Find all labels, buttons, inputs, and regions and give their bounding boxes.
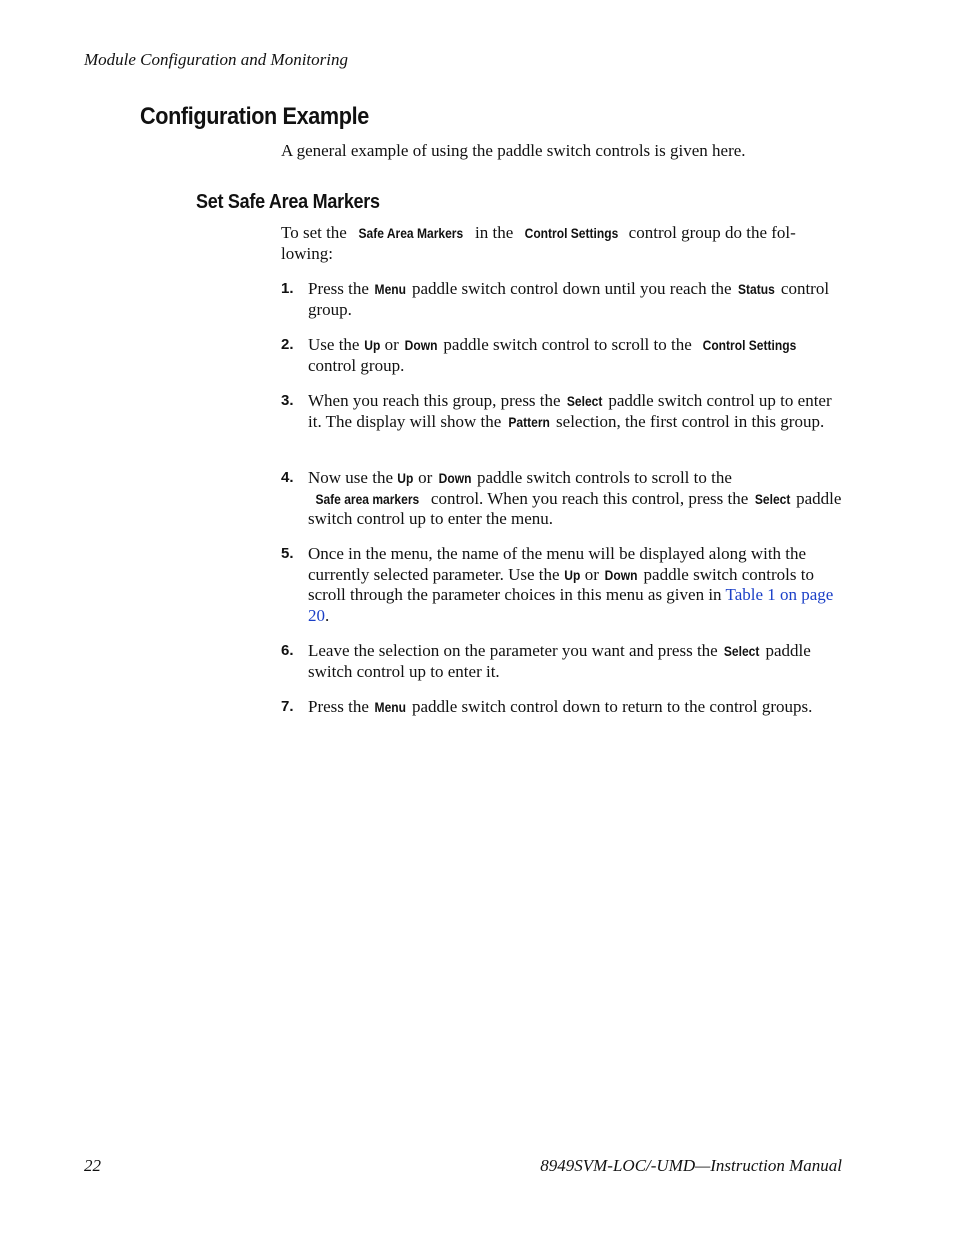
step-7	[281, 697, 843, 718]
step-text	[308, 544, 843, 626]
subsection-lead-paragraph	[281, 223, 841, 264]
subsection-title: Set Safe Area Markers	[196, 191, 380, 213]
step-1	[281, 279, 843, 320]
step-text-run: paddle switch control up to enter it.	[308, 641, 811, 681]
step-text-run: or	[580, 564, 604, 584]
ui-term-select: Select	[723, 643, 760, 659]
step-text-run: paddle switch controls to scroll through the parameter choices in this menu as given in	[308, 564, 814, 604]
ui-term-up: Up	[364, 337, 381, 353]
step-text-run: paddle switch control down to return to the control groups.	[407, 697, 813, 716]
lead-text: in the	[470, 223, 518, 242]
step-text-run: control group.	[308, 355, 405, 375]
step-text-run: paddle switch control to scroll to the	[439, 335, 697, 354]
step-text-run: When you reach this group, press the	[308, 391, 565, 410]
manual-title: 8949SVM-LOC/-UMD—Instruction Manual	[540, 1156, 842, 1175]
step-number: 3.	[281, 392, 294, 409]
ui-term-safe-area-markers: Safe Area Markers	[358, 225, 464, 241]
step-4	[281, 468, 843, 530]
ui-term-select: Select	[566, 393, 603, 409]
ui-term-up: Up	[564, 566, 581, 583]
ui-term-pattern: Pattern	[507, 413, 550, 430]
ui-term-up: Up	[397, 470, 414, 486]
ui-term-menu: Menu	[374, 281, 407, 297]
step-3	[281, 391, 843, 432]
ui-term-down: Down	[604, 566, 638, 583]
step-2	[281, 335, 843, 376]
ui-term-control-settings: Control Settings	[702, 337, 797, 353]
step-text	[308, 697, 843, 718]
step-number: 4.	[281, 469, 294, 486]
ui-term-select: Select	[754, 490, 790, 507]
step-text-run: Use the	[308, 335, 364, 354]
step-text-run: .	[325, 605, 330, 625]
step-number: 6.	[281, 642, 294, 659]
table-1-link[interactable]: Table 1 on page 20	[308, 585, 834, 625]
step-text	[308, 335, 843, 376]
ui-term-safe-area-markers: Safe area markers	[315, 490, 420, 507]
step-text-run: paddle switch controls to scroll to the	[472, 468, 732, 487]
step-text-run: paddle switch control up to enter the menu.	[308, 488, 842, 528]
step-text	[308, 279, 843, 320]
step-text-run: Press the	[308, 279, 374, 298]
step-text-run: Now use the	[308, 468, 398, 487]
step-6	[281, 641, 843, 682]
step-text-run: or	[413, 468, 437, 487]
ui-term-down: Down	[404, 337, 438, 353]
step-text-run: Leave the selection on the parameter you want and press the	[308, 641, 722, 660]
section-title: Configuration Example	[140, 103, 369, 130]
step-number: 5.	[281, 545, 294, 562]
section-intro: A general example of using the paddle switch controls is given here.	[281, 141, 746, 160]
ui-term-status: Status	[737, 281, 775, 297]
running-header: Module Configuration and Monitoring	[84, 50, 348, 69]
ui-term-menu: Menu	[374, 699, 407, 715]
step-text	[308, 468, 843, 530]
step-number: 7.	[281, 698, 294, 715]
step-number: 2.	[281, 336, 294, 353]
step-text-run: paddle switch control up to enter it. The display will show the	[308, 391, 832, 431]
step-text-run: Press the	[308, 697, 374, 716]
step-text-run: paddle switch control down until you reach the	[407, 279, 736, 298]
step-text-run: control. When you reach this control, press the	[426, 488, 753, 508]
ui-term-control-settings: Control Settings	[524, 225, 618, 241]
step-5	[281, 544, 843, 626]
ui-term-down: Down	[438, 470, 472, 486]
step-text-run: selection, the first control in this group.	[551, 411, 825, 431]
step-text	[308, 391, 843, 432]
lead-text: To set the	[281, 223, 352, 242]
step-text	[308, 641, 843, 682]
step-text-run: or	[380, 335, 404, 354]
page-number: 22	[84, 1156, 101, 1175]
lead-text: control group do the fol-lowing:	[281, 223, 796, 263]
step-number: 1.	[281, 280, 294, 297]
step-text-run: control group.	[308, 279, 830, 319]
step-text-run: Once in the menu, the name of the menu will be displayed along with the currently selected parameter. Use the	[308, 544, 807, 584]
